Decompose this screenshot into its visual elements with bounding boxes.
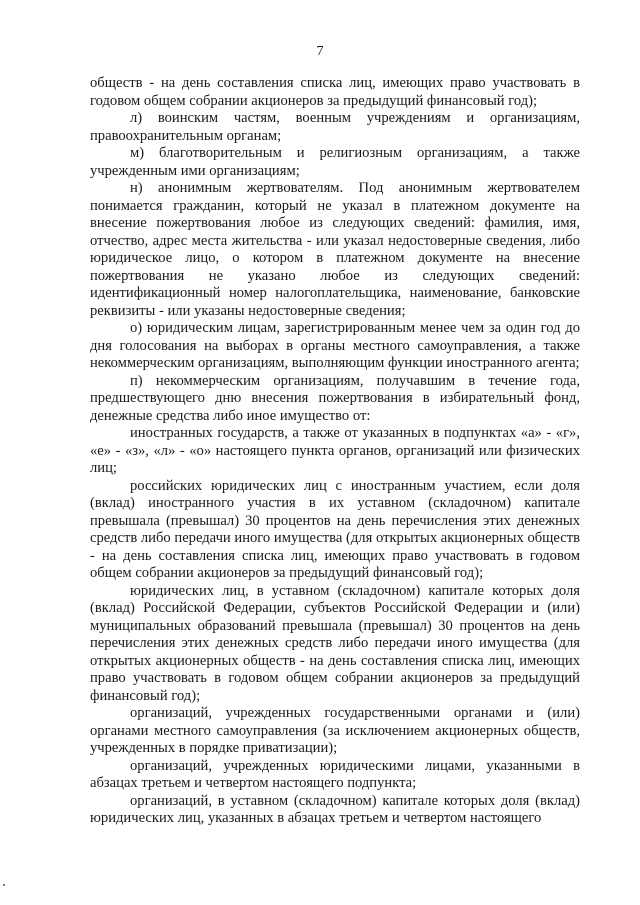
paragraph-foreign-participation: российских юридических лиц с иностранным участием, если доля (вклад) иностранного участия в их уставном (складочном) капитале превышала (превышал) 30 процентов на день перечисления этих денежных средств либо передачи иного имущества (для открытых акционерных обществ - на день составления списка лиц, имеющих право участвовать в годовом общем собрании акционеров за предыдущий финансовый год); [90,477,580,581]
paragraph-foreign-states: иностранных государств, а также от указанных в подпунктах «а» - «г», «е» - «з», «л» - «о» настоящего пункта органов, организаций или физических лиц; [90,425,580,476]
paragraph-item-p: п) некоммерческим организациям, получавшим в течение года, предшествующего дню внесения пожертвования в избирательный фонд, денежные средства либо иное имущество от: [90,372,580,424]
paragraph-item-n: н) анонимным жертвователям. Под анонимным жертвователем понимается гражданин, который не указал в платежном документе на внесение пожертвования любое из следующих сведений: фамилия, имя, отчество, адрес места жительства - или указал недостоверные сведения, либо юридическое лицо, о котором в платежном документе на внесение пожертвования не указано любое из следующих сведений: идентификационный номер налогоплательщика, наименование, банковские реквизиты - или указаны недостоверные сведения; [90,180,580,319]
paragraph-founded-by-listed: организаций, учрежденных юридическими лицами, указанными в абзацах третьем и четвертом настоящего подпункта; [90,757,580,791]
paragraph-item-o: о) юридическим лицам, зарегистрированным менее чем за один год до дня голосования на выборах в органы местного самоуправления, а также некоммерческим организациям, выполняющим функции иностранного агента; [90,320,580,371]
page-number: 7 [316,44,324,59]
paragraph-state-founded: организаций, учрежденных государственными органами и (или) органами местного самоуправления (за исключением акционерных обществ, учрежденных в порядке приватизации); [90,705,580,756]
paragraph-continuation: обществ - на день составления списка лиц, имеющих право участвовать в годовом общем собрании акционеров за предыдущий финансовый год); [90,75,580,109]
paragraph-item-l: л) воинским частям, военным учреждениям и организациям, правоохранительным органам; [90,110,580,144]
document-body [90,75,580,828]
scan-edge-mark [3,884,5,886]
paragraph-capital-share: организаций, в уставном (складочном) капитале которых доля (вклад) юридических лиц, указанных в абзацах третьем и четвертом настоящего [90,792,580,826]
paragraph-item-m: м) благотворительным и религиозным организациям, а также учрежденным ими организациям; [90,145,580,179]
paragraph-state-capital: юридических лиц, в уставном (складочном) капитале которых доля (вклад) Российской Федерации, субъектов Российской Федерации и (или) муниципальных образований превышала (превышал) 30 процентов на день перечисления этих денежных средств либо передачи иного имущества (для открытых акционерных обществ - на день составления списка лиц, имеющих право участвовать в годовом общем собрании акционеров за предыдущий финансовый год); [90,582,580,704]
